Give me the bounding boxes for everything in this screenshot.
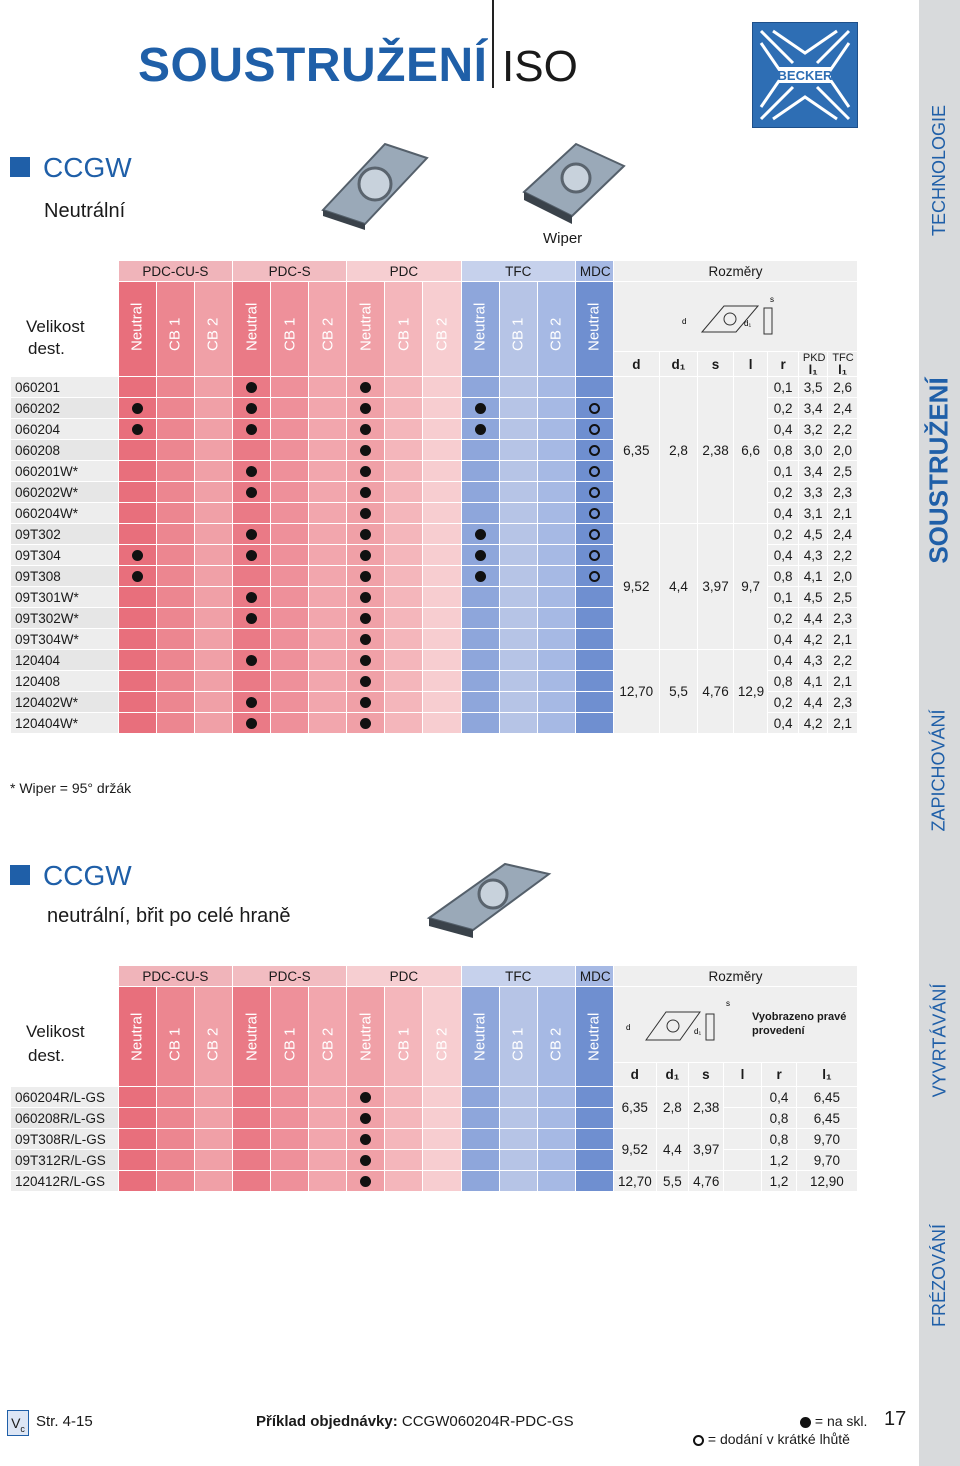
- table-row: [11, 1129, 858, 1150]
- size-cell: 060204: [11, 419, 119, 440]
- stock-dot-icon: [246, 697, 257, 708]
- dim-r: 0,8: [762, 1129, 797, 1150]
- size-cell: 120404: [11, 650, 119, 671]
- t2-subcol-2: CB 2: [194, 987, 232, 1087]
- stock-dot-icon: [246, 613, 257, 624]
- t1-dim-header-s: s: [698, 352, 734, 377]
- dim-l1a: 4,1: [798, 566, 827, 587]
- size-cell: 09T302: [11, 524, 119, 545]
- group-pdc-s-2: PDC-S: [232, 966, 346, 987]
- size-cell: 09T302W*: [11, 608, 119, 629]
- dim-s: 3,97: [698, 524, 734, 650]
- short-delivery-ring-icon: [589, 487, 600, 498]
- stock-dot-icon: [246, 403, 257, 414]
- dim-r: 1,2: [762, 1171, 797, 1192]
- sidebar-item-vyvrtavani[interactable]: VYVRTÁVÁNÍ: [929, 983, 949, 1097]
- dim-r: 0,4: [762, 1087, 797, 1108]
- size-label: Velikost dest.: [26, 317, 85, 358]
- group-mdc: MDC: [575, 261, 613, 282]
- table-row: [11, 650, 858, 671]
- dim-d: 12,70: [613, 650, 659, 734]
- t2-dim-header-d1: d₁: [656, 1063, 689, 1087]
- wiper-insert-image: [520, 140, 630, 235]
- dim-l1b: 2,4: [828, 524, 858, 545]
- dim-l: 6,6: [733, 377, 768, 524]
- size-cell: 060208R/L-GS: [11, 1108, 119, 1129]
- stock-dot-icon: [246, 529, 257, 540]
- dim-r: 0,8: [768, 566, 798, 587]
- svg-text:d₁: d₁: [694, 1027, 702, 1036]
- dim-l1a: 4,2: [798, 629, 827, 650]
- dim-l1b: 2,2: [828, 650, 858, 671]
- t2-subcol-6: Neutral: [347, 987, 385, 1087]
- dim-r: 0,4: [768, 629, 798, 650]
- dim-r: 0,2: [768, 608, 798, 629]
- dim-l1: 12,90: [796, 1171, 857, 1192]
- stock-dot-icon: [360, 718, 371, 729]
- dim-l1b: 2,5: [828, 587, 858, 608]
- t1-subcol-8: CB 2: [423, 282, 461, 377]
- t2-subcol-9: Neutral: [461, 987, 499, 1087]
- t1-subcol-0: Neutral: [118, 282, 156, 377]
- stock-dot-icon: [360, 382, 371, 393]
- dim-l1b: 2,0: [828, 566, 858, 587]
- short-delivery-ring-icon: [589, 550, 600, 561]
- t1-subcol-12: Neutral: [575, 282, 613, 377]
- dim-l1b: 2,6: [828, 377, 858, 398]
- page-number: 17: [884, 1408, 907, 1430]
- dim-d: 6,35: [613, 377, 659, 524]
- group-tfc-2: TFC: [461, 966, 575, 987]
- dim-r: 0,4: [768, 713, 798, 734]
- stock-dot-icon: [360, 1134, 371, 1145]
- t2-dim-header-s: s: [689, 1063, 724, 1087]
- dim-d: 6,35: [613, 1087, 656, 1129]
- dim-l1a: 3,4: [798, 398, 827, 419]
- stock-dot-icon: [246, 655, 257, 666]
- t2-dim-header-r: r: [762, 1063, 797, 1087]
- stock-dot-icon: [360, 655, 371, 666]
- table-row: [11, 524, 858, 545]
- dim-d: 9,52: [613, 524, 659, 650]
- dim-d1: 2,8: [659, 377, 698, 524]
- dim-r: 0,2: [768, 524, 798, 545]
- group-pdc-2: PDC: [347, 966, 461, 987]
- dim-l1a: 3,5: [798, 377, 827, 398]
- becker-logo: [752, 22, 858, 128]
- short-delivery-ring-icon: [589, 403, 600, 414]
- order-example: Příklad objednávky: CCGW060204R-PDC-GS: [256, 1413, 574, 1430]
- stock-dot-icon: [360, 1155, 371, 1166]
- stock-dot-icon: [475, 424, 486, 435]
- t1-dim-header-d1: d₁: [659, 352, 698, 377]
- sidebar-item-frezovani[interactable]: FRÉZOVÁNÍ: [929, 1223, 950, 1327]
- t1-subcol-9: Neutral: [461, 282, 499, 377]
- diagram-note: Vyobrazeno pravé provedení: [752, 1011, 847, 1037]
- size-cell: 09T301W*: [11, 587, 119, 608]
- svg-text:d₁: d₁: [744, 319, 752, 328]
- dim-l1a: 4,1: [798, 671, 827, 692]
- dim-l1a: 3,3: [798, 482, 827, 503]
- stock-dot-icon: [360, 508, 371, 519]
- t2-subcol-5: CB 2: [309, 987, 347, 1087]
- section-code: CCGW: [43, 152, 132, 183]
- stock-dot-icon: [246, 718, 257, 729]
- table-row: [11, 377, 858, 398]
- t1-subcol-7: CB 1: [385, 282, 423, 377]
- dim-r: 0,1: [768, 461, 798, 482]
- t2-subcol-7: CB 1: [385, 987, 423, 1087]
- stock-dot-icon: [360, 424, 371, 435]
- dim-r: 1,2: [762, 1150, 797, 1171]
- dim-l1b: 2,3: [828, 482, 858, 503]
- dim-d1: 4,4: [659, 524, 698, 650]
- dim-r: 0,1: [768, 377, 798, 398]
- short-delivery-ring-icon: [589, 529, 600, 540]
- dim-r: 0,4: [768, 503, 798, 524]
- section-marker-2: [10, 865, 30, 885]
- t2-subcol-4: CB 1: [271, 987, 309, 1087]
- short-delivery-ring-icon: [589, 508, 600, 519]
- t1-subcol-3: Neutral: [232, 282, 270, 377]
- stock-dot-icon: [475, 529, 486, 540]
- stock-dot-icon: [360, 697, 371, 708]
- section-marker: [10, 157, 30, 177]
- dim-s: 4,76: [698, 650, 734, 734]
- stock-dot-icon: [246, 424, 257, 435]
- group-tfc: TFC: [461, 261, 575, 282]
- section-code-2: CCGW: [43, 860, 132, 891]
- size-cell: 060202W*: [11, 482, 119, 503]
- t2-subcol-10: CB 1: [499, 987, 537, 1087]
- stock-dot-icon: [360, 571, 371, 582]
- dim-d: 9,52: [613, 1129, 656, 1171]
- dim-l1a: 4,4: [798, 692, 827, 713]
- stock-dot-icon: [246, 382, 257, 393]
- t2-subcol-1: CB 1: [156, 987, 194, 1087]
- stock-dot-icon: [360, 1113, 371, 1124]
- dim-l1a: 4,2: [798, 713, 827, 734]
- dim-r: 0,1: [768, 587, 798, 608]
- size-cell: 060204W*: [11, 503, 119, 524]
- stock-dot-icon: [360, 1176, 371, 1187]
- stock-dot-icon: [800, 1417, 811, 1428]
- insert-image: [315, 140, 435, 235]
- table-row: [11, 1171, 858, 1192]
- size-cell: 09T304W*: [11, 629, 119, 650]
- dim-l1a: 3,4: [798, 461, 827, 482]
- size-cell: 120402W*: [11, 692, 119, 713]
- dim-l1b: 2,3: [828, 608, 858, 629]
- dim-l1b: 2,5: [828, 461, 858, 482]
- t1-dim-header-l: l: [733, 352, 768, 377]
- stock-dot-icon: [360, 466, 371, 477]
- short-delivery-ring-icon: [693, 1435, 704, 1446]
- sidebar-item-soustruzeni[interactable]: SOUSTRUŽENÍ: [924, 376, 954, 564]
- dim-l1b: 2,3: [828, 692, 858, 713]
- t1-dim-header-d: d: [613, 352, 659, 377]
- table-row: [11, 1087, 858, 1108]
- dim-l1: 6,45: [796, 1108, 857, 1129]
- dim-l1b: 2,1: [828, 503, 858, 524]
- dim-s: 2,38: [689, 1087, 724, 1129]
- page-title: SOUSTRUŽENÍ: [138, 39, 488, 92]
- vc-icon: $V_c$: [7, 1410, 29, 1436]
- dim-r: 0,4: [768, 545, 798, 566]
- group-pdc-cu-s: PDC-CU-S: [118, 261, 232, 282]
- short-delivery-ring-icon: [589, 445, 600, 456]
- dim-l1b: 2,4: [828, 398, 858, 419]
- stock-dot-icon: [475, 403, 486, 414]
- svg-text:s: s: [770, 295, 774, 304]
- size-cell: 120404W*: [11, 713, 119, 734]
- dim-l1a: 4,3: [798, 545, 827, 566]
- dim-r: 0,8: [762, 1108, 797, 1129]
- stock-dot-icon: [360, 403, 371, 414]
- size-cell: 060204R/L-GS: [11, 1087, 119, 1108]
- stock-dot-icon: [475, 571, 486, 582]
- t2-subcol-12: Neutral: [575, 987, 613, 1087]
- legend-stock: = na skl.: [800, 1413, 867, 1429]
- group-mdc-2: MDC: [575, 966, 613, 987]
- stock-dot-icon: [246, 487, 257, 498]
- table-row: [11, 1108, 858, 1129]
- section-subtitle: Neutrální: [44, 200, 126, 222]
- dim-l1a: 3,1: [798, 503, 827, 524]
- insert-diagram-2: [620, 996, 740, 1071]
- stock-dot-icon: [132, 550, 143, 561]
- t2-dim-header-l: l: [723, 1063, 762, 1087]
- stock-dot-icon: [360, 487, 371, 498]
- legend-short: = dodání v krátké lhůtě: [693, 1431, 850, 1447]
- wiper-note: * Wiper = 95° držák: [10, 780, 132, 796]
- dim-l1b: 2,1: [828, 671, 858, 692]
- group-pdc-cu-s-2: PDC-CU-S: [118, 966, 232, 987]
- stock-dot-icon: [246, 592, 257, 603]
- t1-dim-header-r: r: [768, 352, 798, 377]
- dim-l1b: 2,2: [828, 545, 858, 566]
- insert-diagram: [672, 292, 832, 363]
- stock-dot-icon: [360, 445, 371, 456]
- t2-subcol-11: CB 2: [537, 987, 575, 1087]
- dim-l1a: 4,3: [798, 650, 827, 671]
- dim-r: 0,2: [768, 692, 798, 713]
- dim-l1a: 3,2: [798, 419, 827, 440]
- t1-subcol-1: CB 1: [156, 282, 194, 377]
- group-pdc-s: PDC-S: [232, 261, 346, 282]
- dim-l1b: 2,1: [828, 629, 858, 650]
- stock-dot-icon: [246, 466, 257, 477]
- size-cell: 060202: [11, 398, 119, 419]
- dim-d: 12,70: [613, 1171, 656, 1192]
- dim-s: 3,97: [689, 1129, 724, 1171]
- svg-text:d: d: [682, 317, 687, 326]
- svg-text:d: d: [626, 1023, 631, 1032]
- dim-l1a: 3,0: [798, 440, 827, 461]
- dim-d1: 5,5: [656, 1171, 689, 1192]
- dim-l1a: 4,5: [798, 587, 827, 608]
- dim-s: 4,76: [689, 1171, 724, 1192]
- size-cell: 120408: [11, 671, 119, 692]
- t1-dim-header-tfc: TFC l₁: [828, 352, 858, 377]
- dim-r: 0,4: [768, 419, 798, 440]
- stock-dot-icon: [360, 550, 371, 561]
- stock-dot-icon: [360, 1092, 371, 1103]
- stock-dot-icon: [246, 550, 257, 561]
- logo-text: BECKER: [777, 68, 833, 83]
- size-cell: 120412R/L-GS: [11, 1171, 119, 1192]
- dims-header: Rozměry: [613, 261, 857, 282]
- dim-l1: 9,70: [796, 1129, 857, 1150]
- title-divider: [492, 0, 494, 88]
- category-sidebar: [919, 0, 960, 1466]
- t1-subcol-5: CB 2: [309, 282, 347, 377]
- insert-image-2: [425, 860, 555, 945]
- size-cell: 060201W*: [11, 461, 119, 482]
- t1-subcol-2: CB 2: [194, 282, 232, 377]
- t1-subcol-11: CB 2: [537, 282, 575, 377]
- stock-dot-icon: [132, 571, 143, 582]
- short-delivery-ring-icon: [589, 571, 600, 582]
- dim-r: 0,8: [768, 671, 798, 692]
- dim-r: 0,8: [768, 440, 798, 461]
- size-cell: 09T304: [11, 545, 119, 566]
- dim-r: 0,4: [768, 650, 798, 671]
- dim-l1a: 4,4: [798, 608, 827, 629]
- short-delivery-ring-icon: [589, 424, 600, 435]
- t2-subcol-8: CB 2: [423, 987, 461, 1087]
- page-reference[interactable]: Str. 4-15: [36, 1413, 93, 1430]
- size-cell: 060201: [11, 377, 119, 398]
- t1-subcol-6: Neutral: [347, 282, 385, 377]
- t2-dim-header-d: d: [613, 1063, 656, 1087]
- t2-subcol-3: Neutral: [232, 987, 270, 1087]
- dims-header-2: Rozměry: [613, 966, 857, 987]
- t1-subcol-10: CB 1: [499, 282, 537, 377]
- dim-l1b: 2,1: [828, 713, 858, 734]
- stock-dot-icon: [360, 634, 371, 645]
- stock-dot-icon: [132, 403, 143, 414]
- dim-l: 12,9: [733, 650, 768, 734]
- dim-d1: 5,5: [659, 650, 698, 734]
- t1-subcol-4: CB 1: [271, 282, 309, 377]
- group-pdc: PDC: [347, 261, 461, 282]
- dim-r: 0,2: [768, 482, 798, 503]
- dim-d1: 2,8: [656, 1087, 689, 1129]
- dim-l: 9,7: [733, 524, 768, 650]
- size-cell: 09T308R/L-GS: [11, 1129, 119, 1150]
- t1-dim-header-pkd: PKD l₁: [798, 352, 827, 377]
- dim-l1b: 2,0: [828, 440, 858, 461]
- t2-dim-header-l1: l₁: [796, 1063, 857, 1087]
- dim-d1: 4,4: [656, 1129, 689, 1171]
- stock-dot-icon: [360, 592, 371, 603]
- sidebar-item-zapichovani[interactable]: ZAPICHOVÁNÍ: [929, 708, 949, 832]
- page-title-suffix: ISO: [502, 42, 578, 91]
- svg-text:s: s: [726, 999, 730, 1008]
- dim-l1a: 4,5: [798, 524, 827, 545]
- size-label-2: Velikost dest.: [26, 1022, 85, 1065]
- section-subtitle-2: neutrální, břit po celé hraně: [47, 905, 291, 927]
- table-row: [11, 1150, 858, 1171]
- dim-l1: 6,45: [796, 1087, 857, 1108]
- stock-dot-icon: [475, 550, 486, 561]
- stock-dot-icon: [360, 676, 371, 687]
- dim-l1b: 2,2: [828, 419, 858, 440]
- stock-dot-icon: [132, 424, 143, 435]
- short-delivery-ring-icon: [589, 466, 600, 477]
- stock-dot-icon: [360, 613, 371, 624]
- size-cell: 09T312R/L-GS: [11, 1150, 119, 1171]
- wiper-label: Wiper: [543, 230, 583, 247]
- sidebar-item-technologie[interactable]: TECHNOLOGIE: [929, 104, 949, 236]
- size-cell: 09T308: [11, 566, 119, 587]
- dim-l1: 9,70: [796, 1150, 857, 1171]
- stock-dot-icon: [360, 529, 371, 540]
- t2-subcol-0: Neutral: [118, 987, 156, 1087]
- size-cell: 060208: [11, 440, 119, 461]
- dim-r: 0,2: [768, 398, 798, 419]
- dim-s: 2,38: [698, 377, 734, 524]
